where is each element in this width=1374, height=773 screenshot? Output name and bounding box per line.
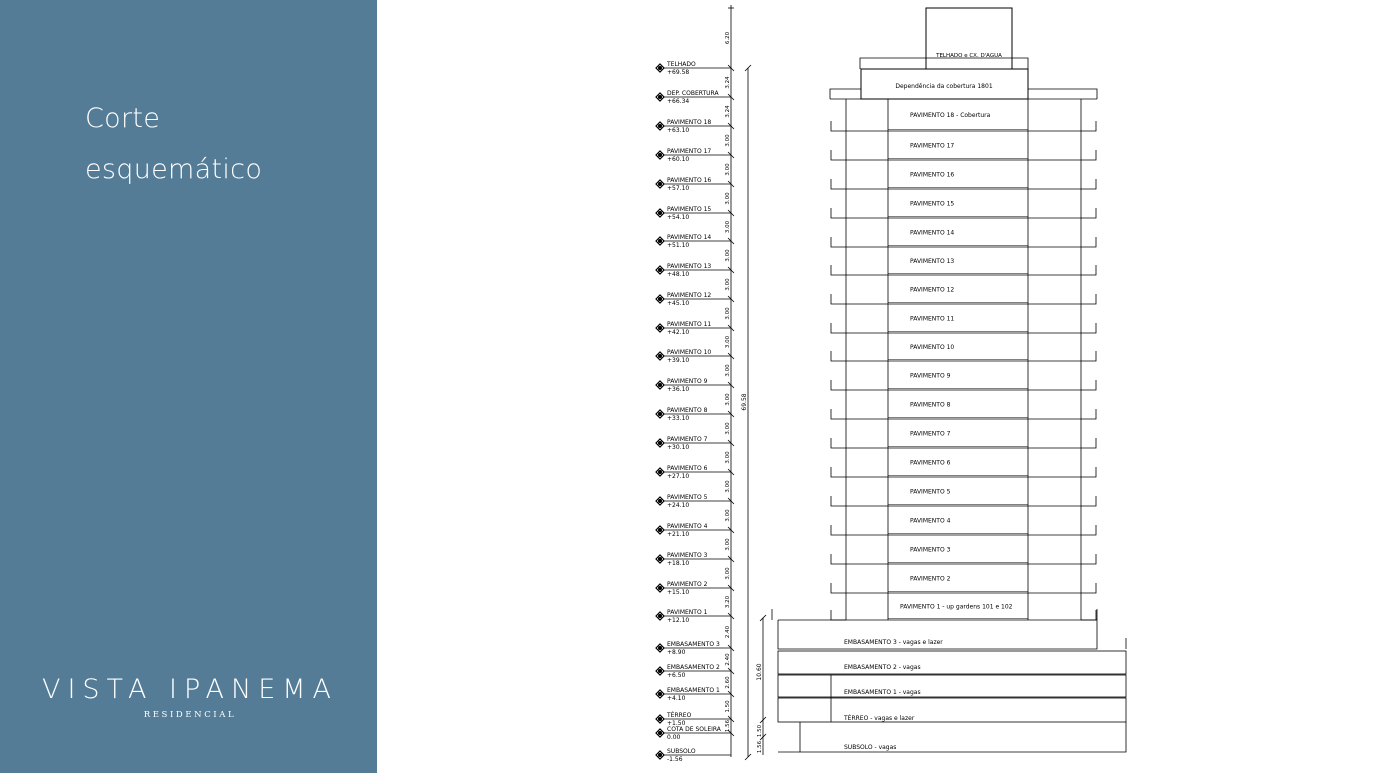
level-25-marker-dot [658,753,661,756]
level-16-name: PAVIMENTO 4 [667,523,708,530]
brand-name: VISTA IPANEMA [41,674,339,705]
dimension-value-12: 3.00 [725,393,731,406]
level-6-value: +51.10 [667,242,690,249]
dimension-value-13: 3.00 [725,422,731,435]
floor-label-16: PAVIMENTO 2 [910,575,951,583]
balcony-right-2 [1081,179,1096,189]
floor-label-13: PAVIMENTO 5 [910,488,951,496]
balcony-left-15 [831,554,846,564]
level-17-name: PAVIMENTO 3 [667,552,708,559]
level-13-marker-dot [658,441,661,444]
level-0-name: TELHADO [667,61,696,68]
balcony-right-12 [1081,467,1096,477]
floor-label-10: PAVIMENTO 8 [910,401,951,409]
dimension-value-17: 3.00 [725,538,731,551]
balcony-left-3 [831,208,846,218]
level-15-value: +24.10 [667,502,690,509]
floor-label-0: PAVIMENTO 18 - Cobertura [910,112,991,119]
balcony-right-13 [1081,496,1096,506]
dimension-value-21: 2.40 [725,653,731,666]
level-23-value: +1.50 [667,720,686,727]
balcony-left-11 [831,438,846,448]
floor-label-7: PAVIMENTO 11 [910,315,955,323]
dimension-value-6: 3.00 [725,220,731,234]
level-6-name: PAVIMENTO 14 [667,234,712,241]
level-25-value: -1.56 [667,756,683,763]
balcony-right-0 [1081,121,1096,131]
floor-label-11: PAVIMENTO 7 [910,430,951,438]
dimension-value-9: 3.00 [725,307,731,320]
dimension-value-19: 3.20 [725,595,731,609]
level-20-value: +8.90 [667,649,686,656]
level-22-value: +4.10 [667,695,686,702]
level-10-name: PAVIMENTO 10 [667,349,712,356]
level-18-marker-dot [658,586,661,589]
terreo-box [778,698,1126,722]
level-21-value: +6.50 [667,672,686,679]
dimension-value-24: 1.56 [725,719,731,733]
balcony-left-4 [831,237,846,247]
balcony-right-8 [1081,351,1096,361]
level-1-name: DEP. COBERTURA [667,90,719,97]
level-10-marker-dot [658,354,661,357]
level-14-value: +27.10 [667,473,690,480]
balcony-left-2 [831,179,846,189]
level-3-value: +60.10 [667,156,690,163]
podium-label-1: EMBASAMENTO 2 - vagas [844,664,921,671]
level-17-marker-dot [658,557,661,560]
level-23-marker-dot [658,717,661,720]
dimension-value-2: 3.24 [725,105,731,118]
balcony-right-10 [1081,409,1096,419]
level-17-value: +18.10 [667,560,690,567]
balcony-left-17 [831,610,846,620]
level-7-name: PAVIMENTO 13 [667,263,712,270]
level-4-marker-dot [658,182,661,185]
floor-label-9: PAVIMENTO 9 [910,372,951,380]
floor-label-5: PAVIMENTO 13 [910,258,955,265]
balcony-right-16 [1081,583,1096,593]
level-8-marker-dot [658,297,661,300]
floor-label-6: PAVIMENTO 12 [910,286,955,294]
dimension-value-16: 3.00 [725,509,731,522]
balcony-left-10 [831,409,846,419]
dimension-value-8: 3.00 [725,278,731,291]
level-12-marker-dot [658,412,661,415]
level-11-value: +36.10 [667,386,690,393]
level-11-marker-dot [658,383,661,386]
podium-1-box [778,675,1126,697]
dimension-value-11: 3.00 [725,364,731,377]
level-20-name: EMBASAMENTO 3 [667,641,720,648]
balcony-left-6 [831,294,846,304]
dimension-value-5: 3.00 [725,192,731,205]
dimension-value-23: 1.50 [725,700,731,713]
balcony-left-9 [831,380,846,390]
balcony-right-3 [1081,208,1096,218]
balcony-right-17 [1081,610,1096,620]
floor-label-1: PAVIMENTO 17 [910,142,955,150]
penthouse-label: Dependência da cobertura 1801 [895,83,993,90]
dimension-value-22: 2.60 [725,676,731,689]
dimension-value-1: 3.24 [725,76,731,89]
level-9-marker-dot [658,326,661,329]
level-21-marker-dot [658,669,661,672]
floor-label-14: PAVIMENTO 4 [910,517,951,525]
balcony-right-6 [1081,294,1096,304]
level-5-marker-dot [658,211,661,214]
level-7-marker-dot [658,268,661,271]
dimension-value-7: 3.00 [725,249,731,262]
level-2-name: PAVIMENTO 18 [667,119,712,126]
level-14-marker-dot [658,470,661,473]
level-7-value: +48.10 [667,271,690,278]
balcony-right-15 [1081,554,1096,564]
balcony-right-11 [1081,438,1096,448]
level-13-name: PAVIMENTO 7 [667,436,708,443]
balcony-left-12 [831,467,846,477]
floor-label-17: PAVIMENTO 1 - up gardens 101 e 102 [900,603,1013,611]
level-20-marker-dot [658,646,661,649]
podium-label-3: TÉRREO - vagas e lazer [844,715,915,722]
level-13-value: +30.10 [667,444,690,451]
podium-label-0: EMBASAMENTO 3 - vagas e lazer [844,639,943,646]
roof-parapet [860,58,1028,69]
level-9-name: PAVIMENTO 11 [667,321,712,328]
floor-label-3: PAVIMENTO 15 [910,200,955,208]
balcony-right-7 [1081,323,1096,333]
level-24-marker-dot [658,731,661,734]
level-12-value: +33.10 [667,415,690,422]
base-extra-label-1: 1.56 [757,740,763,754]
balcony-left-5 [831,265,846,275]
level-24-name: COTA DE SOLEIRA [667,726,721,733]
roof-box-label: TELHADO e CX. D'AGUA [936,53,1002,59]
level-5-value: +54.10 [667,214,690,221]
level-0-marker-dot [658,66,661,69]
page-title-line-1: Corte [85,103,161,134]
podium-label-2: EMBASAMENTO 1 - vagas [844,689,921,696]
balcony-left-1 [831,150,846,160]
level-15-marker-dot [658,499,661,502]
balcony-left-8 [831,351,846,361]
dimension-value-14: 3.00 [725,451,731,464]
level-19-value: +12.10 [667,617,690,624]
floor-label-8: PAVIMENTO 10 [910,344,955,351]
level-18-name: PAVIMENTO 2 [667,581,708,588]
balcony-left-14 [831,525,846,535]
penthouse-slab-left [830,89,861,99]
level-5-name: PAVIMENTO 15 [667,206,712,213]
level-10-value: +39.10 [667,357,690,364]
dimension-value-20: 2.40 [725,625,731,639]
level-4-name: PAVIMENTO 16 [667,177,712,184]
dimension-value-0: 6.20 [725,31,731,45]
balcony-left-0 [831,121,846,131]
level-12-name: PAVIMENTO 8 [667,407,708,414]
level-0-value: +69.58 [667,69,690,76]
balcony-right-1 [1081,150,1096,160]
podium-2-box [778,651,1126,674]
level-6-marker-dot [658,239,661,242]
floor-label-15: PAVIMENTO 3 [910,546,951,554]
level-16-marker-dot [658,528,661,531]
brand-subtitle: RESIDENCIAL [143,710,237,720]
level-2-marker-dot [658,124,661,127]
balcony-left-13 [831,496,846,506]
level-9-value: +42.10 [667,329,690,336]
balcony-left-16 [831,583,846,593]
level-21-name: EMBASAMENTO 2 [667,664,720,671]
level-8-name: PAVIMENTO 12 [667,292,712,299]
level-2-value: +63.10 [667,127,690,134]
level-18-value: +15.10 [667,589,690,596]
level-19-marker-dot [658,614,661,617]
level-19-name: PAVIMENTO 1 [667,609,708,616]
level-22-marker-dot [658,692,661,695]
level-11-name: PAVIMENTO 9 [667,378,708,385]
level-4-value: +57.10 [667,185,690,192]
level-15-name: PAVIMENTO 5 [667,494,708,501]
podium-label-4: SUBSOLO - vagas [844,744,897,751]
level-8-value: +45.10 [667,300,690,307]
roof-box [926,8,1012,69]
base-height-label: 10.60 [756,663,763,681]
dimension-value-10: 3.00 [725,335,731,349]
floor-label-2: PAVIMENTO 16 [910,171,955,179]
floor-label-12: PAVIMENTO 6 [910,459,951,467]
dimension-value-4: 3.00 [725,163,731,176]
level-1-marker-dot [658,95,661,98]
dimension-value-15: 3.00 [725,480,731,493]
penthouse-slab-right [1028,89,1097,99]
balcony-right-5 [1081,265,1096,275]
level-24-value: 0.00 [667,734,681,741]
base-extra-label-0: 1.50 [757,724,763,738]
level-16-value: +21.10 [667,531,690,538]
level-1-value: +66.34 [667,98,690,105]
overall-height-label: 69.58 [741,393,748,411]
level-25-name: SUBSOLO [667,748,696,755]
level-22-name: EMBASAMENTO 1 [667,687,720,694]
balcony-left-7 [831,323,846,333]
dimension-value-18: 3.00 [725,567,731,580]
balcony-right-14 [1081,525,1096,535]
level-23-name: TÉRREO [667,712,692,719]
dimension-value-3: 3.00 [725,134,731,147]
level-3-marker-dot [658,153,661,156]
floor-label-4: PAVIMENTO 14 [910,229,955,237]
page-title-line-2: esquemático [85,154,263,185]
balcony-right-4 [1081,237,1096,247]
level-3-name: PAVIMENTO 17 [667,148,712,155]
balcony-right-9 [1081,380,1096,390]
level-14-name: PAVIMENTO 6 [667,465,708,472]
